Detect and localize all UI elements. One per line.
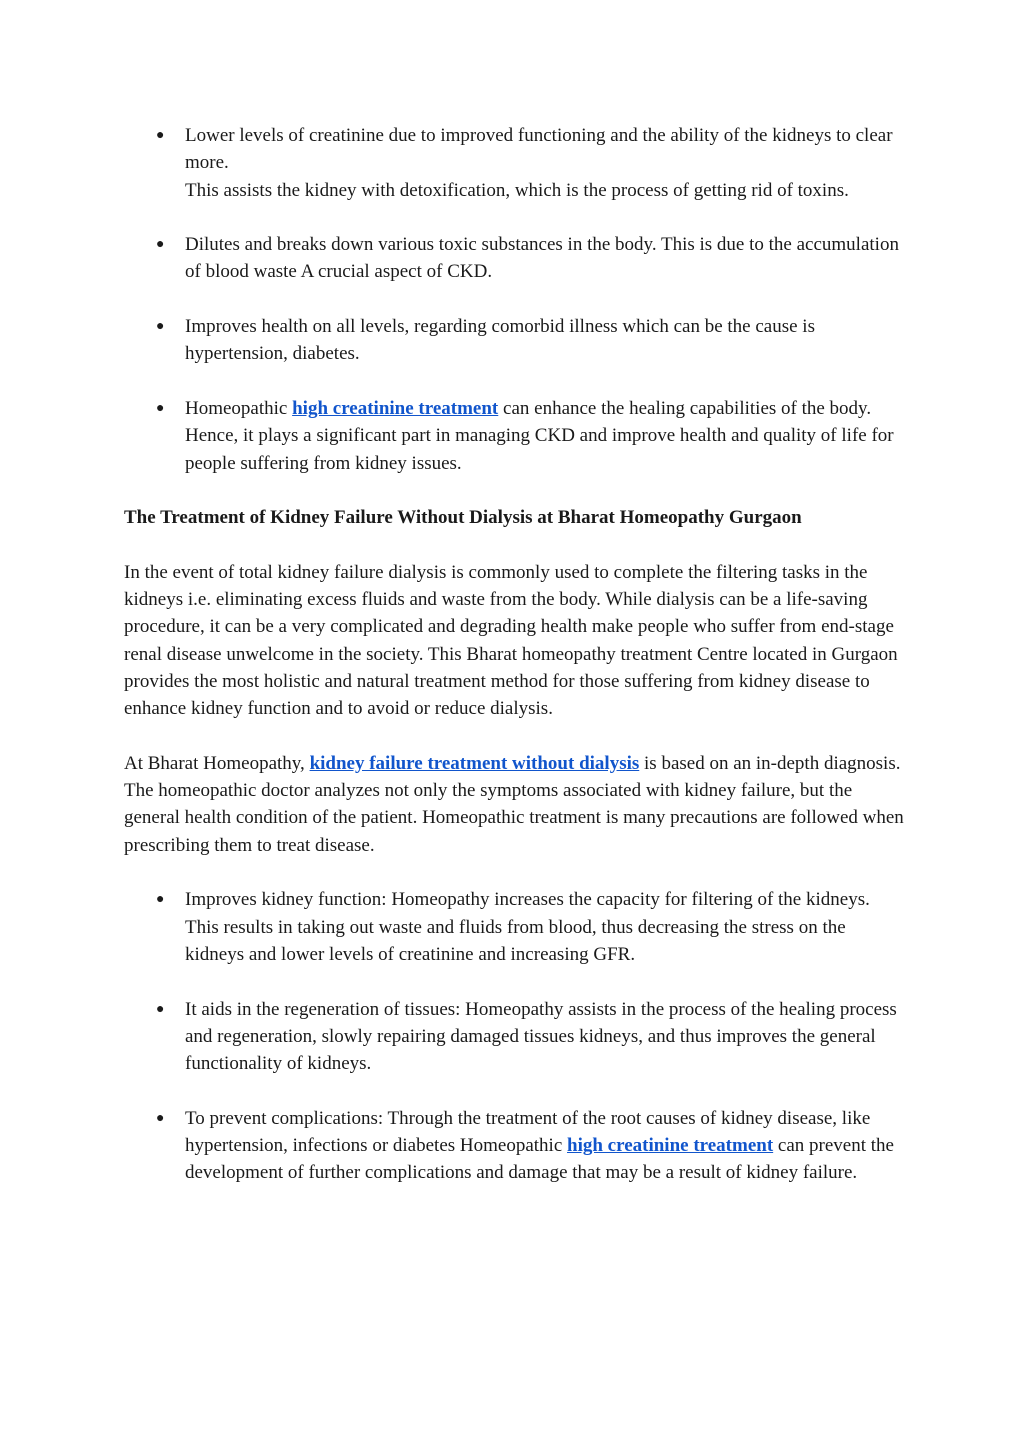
list-item bbox=[124, 313, 904, 368]
list-item-text: Improves health on all levels, regarding comorbid illness which can be the cause is hypertension, diabetes. bbox=[185, 316, 815, 365]
paragraph-text-before: At Bharat Homeopathy, bbox=[124, 752, 310, 774]
bullet-icon: ● bbox=[156, 892, 165, 908]
paragraph-diagnosis bbox=[124, 750, 904, 859]
paragraph-dialysis: In the event of total kidney failure dialysis is commonly used to complete the filtering tasks in the kidneys i.e. eliminating excess fluids and waste from the body. While dialysis can be a life-saving procedure, it can be a very complicated and degrading health make people who suffer from end-stage renal disease unwelcome in the society. This Bharat homeopathy treatment Centre located in Gurgaon provides the most holistic and natural treatment method for those suffering from kidney disease to enhance kidney function and to avoid or reduce dialysis. bbox=[124, 561, 898, 720]
bullet-icon: ● bbox=[156, 128, 165, 143]
list-item-text-after: can prevent the development of further complications and damage that may be a result of kidney failure. bbox=[185, 1134, 894, 1184]
high-creatinine-treatment-link[interactable]: high creatinine treatment bbox=[292, 397, 499, 419]
kidney-failure-treatment-link[interactable]: kidney failure treatment without dialysis bbox=[309, 752, 640, 774]
list-item-text: Dilutes and breaks down various toxic substances in the body. This is due to the accumulation of blood waste A crucial aspect of CKD. bbox=[185, 234, 899, 283]
list-item-text: It aids in the regeneration of tissues: Homeopathy assists in the process of the healing process and regeneration, slowly repairing damaged tissues kidneys, and thus improves the general functionality of kidneys. bbox=[185, 998, 897, 1075]
bullet-icon: ● bbox=[156, 400, 165, 416]
section-heading: The Treatment of Kidney Failure Without Dialysis at Bharat Homeopathy Gurgaon bbox=[124, 507, 802, 529]
list-item-text-continued: This assists the kidney with detoxification, which is the process of getting rid of toxins. bbox=[185, 179, 849, 201]
list-item bbox=[124, 1105, 904, 1187]
paragraph-text-after: is based on an in-depth diagnosis. The homeopathic doctor analyzes not only the symptoms associated with kidney failure, but the general health condition of the patient. Homeopathic treatment is many precautions are followed when prescribing them to treat disease. bbox=[124, 752, 904, 856]
list-item-text-before: Homeopathic bbox=[185, 397, 293, 419]
list-item bbox=[124, 122, 904, 204]
high-creatinine-treatment-link[interactable]: high creatinine treatment bbox=[567, 1134, 774, 1156]
bullet-icon: ● bbox=[156, 1001, 165, 1017]
list-item-text-after: can enhance the healing capabilities of the body. Hence, it plays a significant part in managing CKD and improve health and quality of life for people suffering from kidney issues. bbox=[185, 397, 894, 474]
benefits-list bbox=[124, 122, 904, 477]
list-item-text-before: To prevent complications: Through the treatment of the root causes of kidney disease, like hypertension, infections or diabetes Homeopathic bbox=[185, 1107, 871, 1156]
list-item bbox=[124, 886, 904, 968]
bullet-icon: ● bbox=[156, 1110, 165, 1126]
list-item-text: Improves kidney function: Homeopathy increases the capacity for filtering of the kidneys. This results in taking out waste and fluids from blood, thus decreasing the stress on the kidneys and lower levels of creatinine and increasing GFR. bbox=[185, 889, 870, 965]
bullet-icon: ● bbox=[156, 237, 165, 253]
list-item-text: Lower levels of creatinine due to improved functioning and the ability of the kidneys to clear more. bbox=[185, 125, 893, 174]
list-item bbox=[124, 231, 904, 286]
document-page bbox=[124, 122, 904, 1214]
bullet-icon: ● bbox=[156, 319, 165, 335]
treatment-benefits-list bbox=[124, 886, 904, 1186]
list-item bbox=[124, 996, 904, 1078]
list-item bbox=[124, 395, 904, 477]
